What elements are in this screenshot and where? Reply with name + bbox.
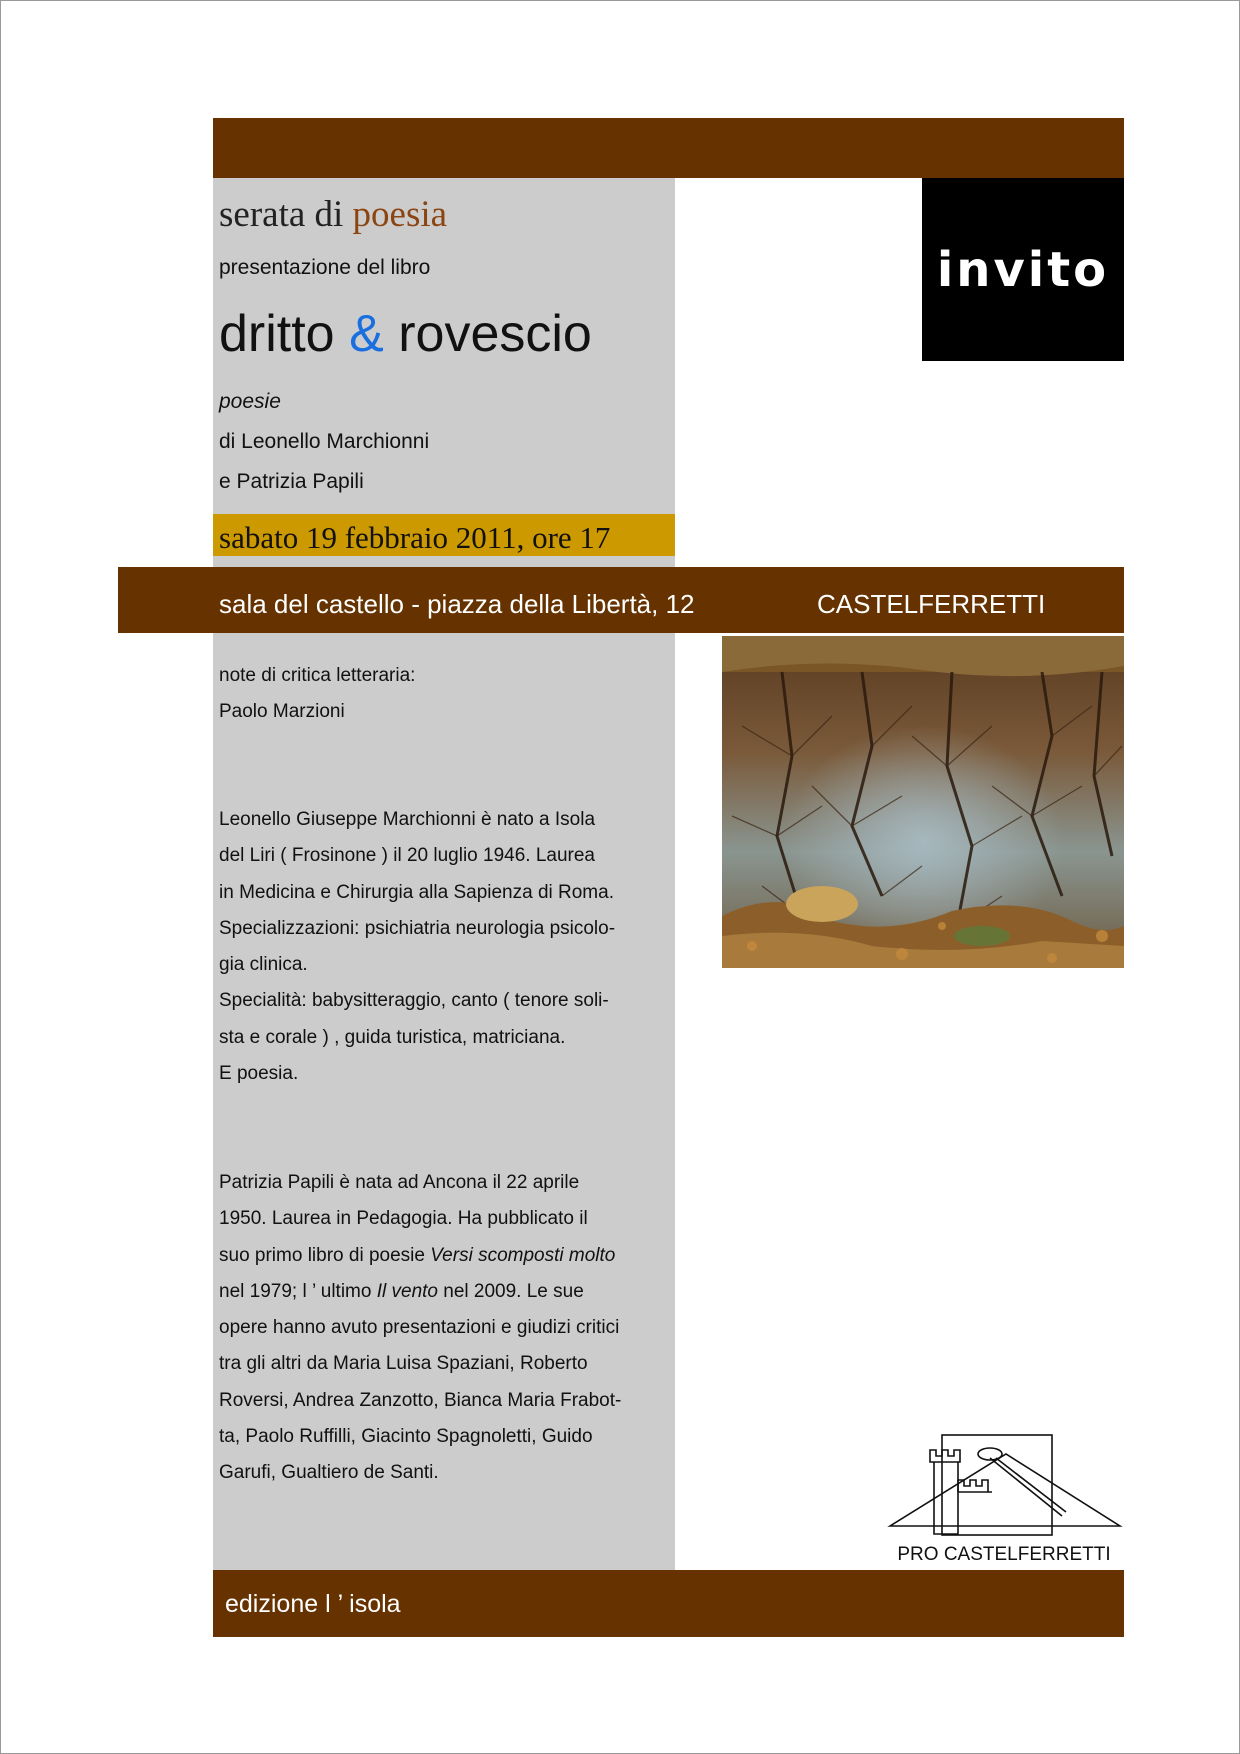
- venue-town: CASTELFERRETTI: [817, 589, 1046, 619]
- venue-place: sala del castello - piazza della Libertà, 12: [219, 589, 695, 619]
- book-title-part1: dritto: [219, 305, 335, 363]
- castle-tower-logo-icon: [886, 1432, 1124, 1567]
- invito-box: [922, 178, 1124, 361]
- bio-line: 1950. Laurea in Pedagogia. Ha pubblicato il: [219, 1208, 588, 1230]
- bio-line: Roversi, Andrea Zanzotto, Bianca Maria Frabot-: [219, 1389, 622, 1411]
- bio-line: tra gli altri da Maria Luisa Spaziani, Roberto: [219, 1353, 588, 1375]
- event-date-bar: sabato 19 febbraio 2011, ore 17: [213, 514, 675, 556]
- critica-label: note di critica letteraria:: [219, 665, 416, 686]
- presentation-subtitle: presentazione del libro: [219, 256, 431, 279]
- footer-bar: [213, 1570, 1124, 1637]
- bio-line: Specializzazioni: psichiatria neurologia psicolo-: [219, 917, 616, 939]
- invito-label: invito: [936, 241, 1110, 298]
- bio-line: ta, Paolo Ruffilli, Giacinto Spagnoletti, Guido: [219, 1426, 593, 1448]
- reflection-photo: [722, 636, 1124, 968]
- bio-line: Leonello Giuseppe Marchionni è nato a Isola: [219, 809, 596, 830]
- logo-text: PRO CASTELFERRETTI: [897, 1544, 1111, 1565]
- book-title-italic: Versi scomposti molto: [430, 1244, 616, 1266]
- bio-line: in Medicina e Chirurgia alla Sapienza di Roma.: [219, 881, 614, 903]
- critica-name: Paolo Marzioni: [219, 701, 345, 723]
- critica-section: [219, 658, 415, 731]
- venue-bar: [118, 567, 1124, 633]
- author-line-1: di Leonello Marchionni: [219, 430, 430, 453]
- event-heading-accent: poesia: [352, 194, 448, 235]
- bio-line: sta e corale ) , guida turistica, matriciana.: [219, 1026, 566, 1048]
- event-heading-prefix: serata di: [219, 194, 344, 235]
- bio-line: E poesia.: [219, 1063, 299, 1085]
- bio-line: [219, 1274, 621, 1310]
- bio-line: Specialità: babysitteraggio, canto ( tenore soli-: [219, 990, 609, 1012]
- bio-line: Patrizia Papili è nata ad Ancona il 22 aprile: [219, 1172, 580, 1193]
- bio-text: suo primo libro di poesie: [219, 1244, 431, 1266]
- publisher-label: edizione l ’ isola: [225, 1590, 401, 1618]
- bio-line: gia clinica.: [219, 954, 308, 976]
- bio-text: nel 1979; l ’ ultimo: [219, 1280, 377, 1302]
- bio-marchionni: [219, 802, 615, 1092]
- top-brown-bar: [213, 118, 1124, 178]
- book-title-ampersand: &: [349, 305, 384, 363]
- book-title: [219, 304, 592, 364]
- author-line-2: e Patrizia Papili: [219, 470, 364, 493]
- book-title-part2: rovescio: [398, 305, 592, 363]
- book-title-italic: Il vento: [376, 1280, 438, 1302]
- event-heading: [219, 193, 447, 236]
- book-genre: poesie: [219, 390, 281, 413]
- bio-line: [219, 1238, 621, 1274]
- bio-text: nel 2009. Le sue: [437, 1280, 584, 1302]
- bio-line: Garufi, Gualtiero de Santi.: [219, 1462, 439, 1484]
- pro-castelferretti-logo: [886, 1432, 1124, 1567]
- bio-line: del Liri ( Frosinone ) il 20 luglio 1946. Laurea: [219, 845, 595, 867]
- bio-line: opere hanno avuto presentazioni e giudizi critici: [219, 1317, 620, 1339]
- bio-papili: [219, 1165, 621, 1492]
